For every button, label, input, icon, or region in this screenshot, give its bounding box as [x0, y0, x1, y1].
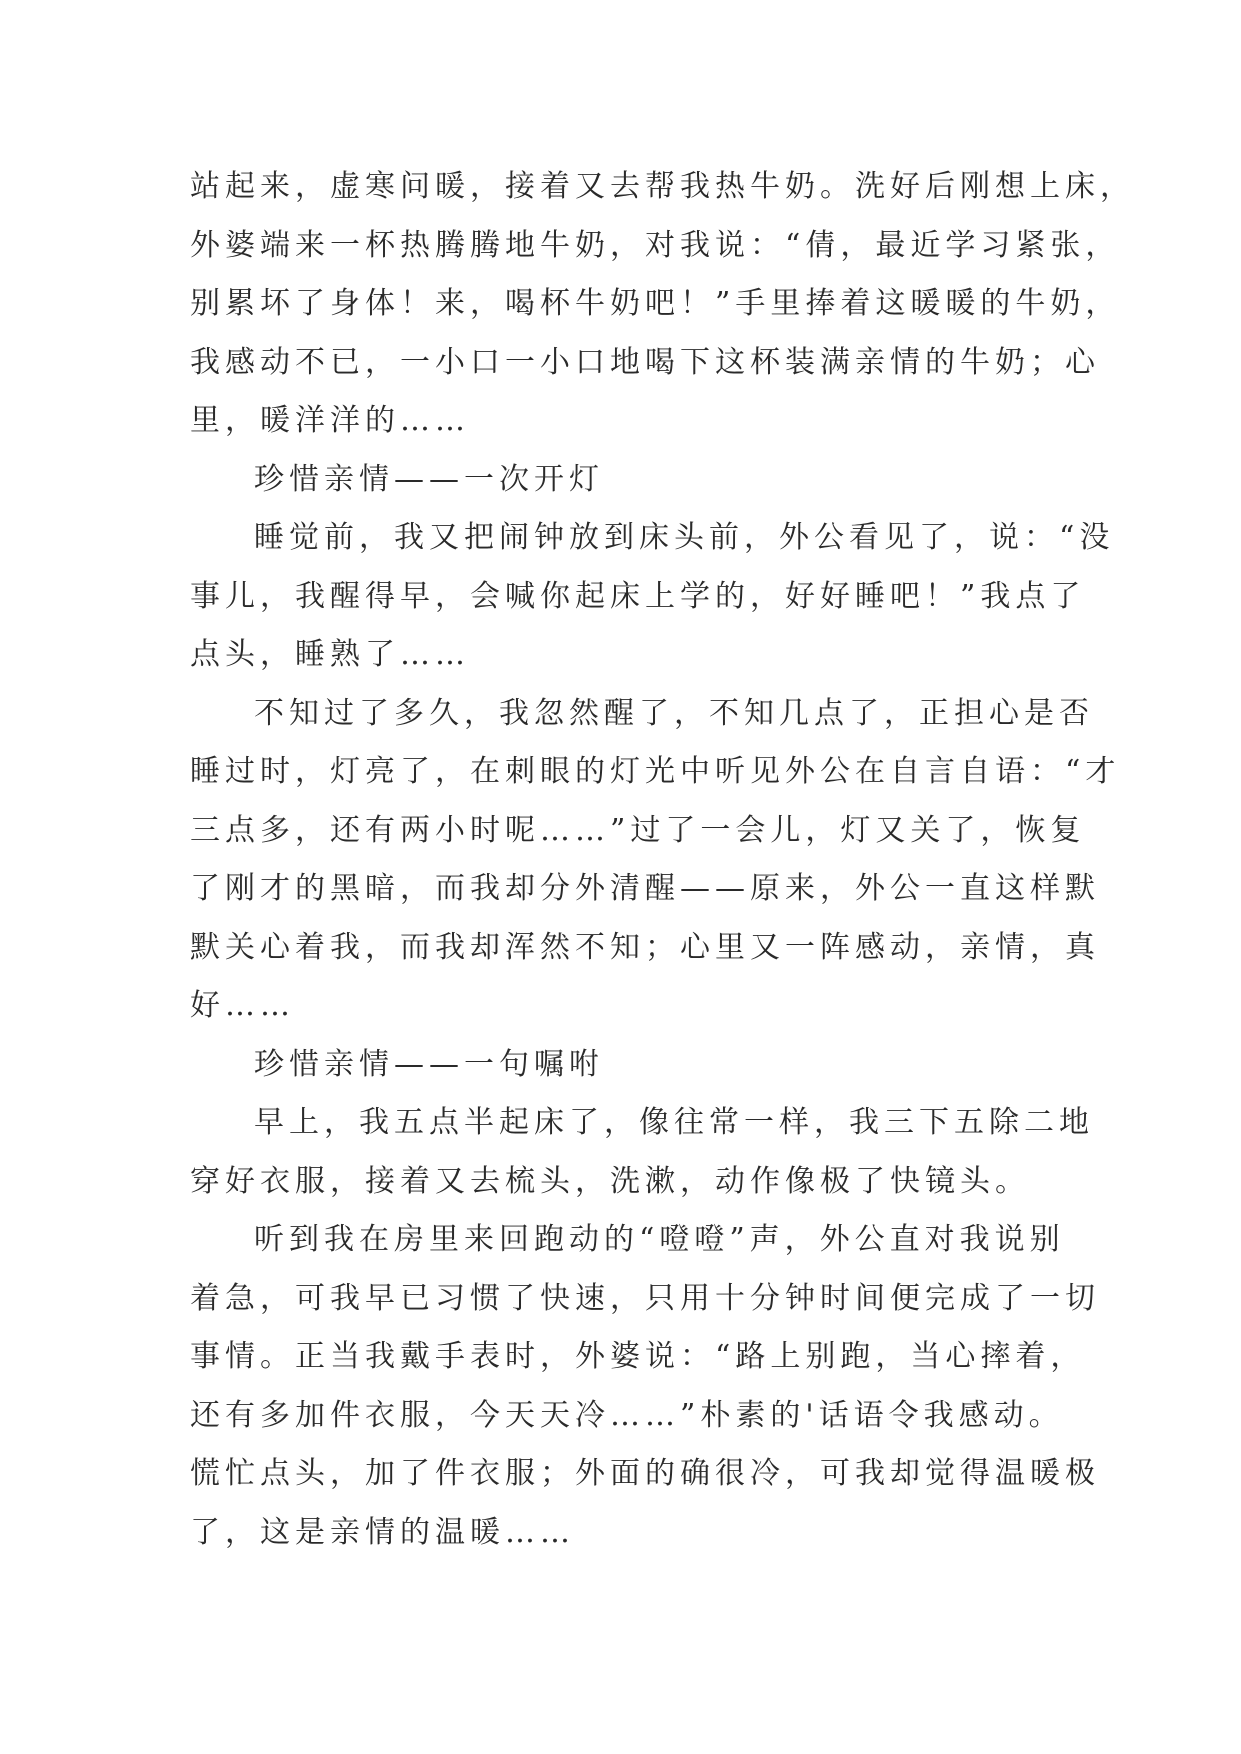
text-line: 事儿，我醒得早，会喊你起床上学的，好好睡吧！”我点了 [190, 578, 1086, 614]
text-line: 外婆端来一杯热腾腾地牛奶，对我说：“倩，最近学习紧张， [190, 227, 1121, 263]
text-line: 三点多，还有两小时呢……”过了一会儿，灯又关了，恢复 [190, 812, 1086, 848]
text-line: 事情。正当我戴手表时，外婆说：“路上别跑，当心摔着， [190, 1339, 1086, 1374]
text-line: 穿好衣服，接着又去梳头，洗漱，动作像极了快镜头。 [190, 1163, 1030, 1199]
text-line: 点头，睡熟了…… [190, 637, 470, 672]
text-line: 站起来，虚寒问暖，接着又去帮我热牛奶。洗好后刚想上床， [190, 169, 1135, 204]
text-line: 睡过时，灯亮了，在刺眼的灯光中听见外公在自言自语：“才 [190, 754, 1121, 789]
text-line: 着急，可我早已习惯了快速，只用十分钟时间便完成了一切 [190, 1280, 1100, 1316]
section-heading: 珍惜亲情——一次开灯 [254, 461, 604, 497]
section-heading: 珍惜亲情——一句嘱咐 [254, 1046, 604, 1082]
text-line: 好…… [190, 988, 295, 1023]
text-line: 早上，我五点半起床了，像往常一样，我三下五除二地 [254, 1105, 1094, 1140]
text-line: 里，暖洋洋的…… [190, 403, 470, 438]
text-line: 睡觉前，我又把闹钟放到床头前，外公看见了，说：“没 [254, 520, 1115, 555]
text-line: 慌忙点头，加了件衣服；外面的确很冷，可我却觉得温暖极 [190, 1456, 1100, 1491]
text-line: 我感动不已，一小口一小口地喝下这杯装满亲情的牛奶；心 [190, 344, 1100, 380]
text-line: 默关心着我，而我却浑然不知；心里又一阵感动，亲情，真 [190, 929, 1100, 965]
text-line: 了刚才的黑暗，而我却分外清醒——原来，外公一直这样默 [190, 871, 1100, 906]
text-line: 还有多加件衣服，今天天冷……”朴素的'话语令我感动。 [190, 1397, 1064, 1433]
document-body [190, 158, 1135, 1562]
text-line: 听到我在房里来回跑动的“噔噔”声，外公直对我说别 [254, 1222, 1065, 1257]
text-line: 不知过了多久，我忽然醒了，不知几点了，正担心是否 [254, 695, 1094, 731]
text-line: 别累坏了身体！来，喝杯牛奶吧！”手里捧着这暖暖的牛奶， [190, 286, 1121, 321]
text-line: 了，这是亲情的温暖…… [190, 1514, 575, 1550]
